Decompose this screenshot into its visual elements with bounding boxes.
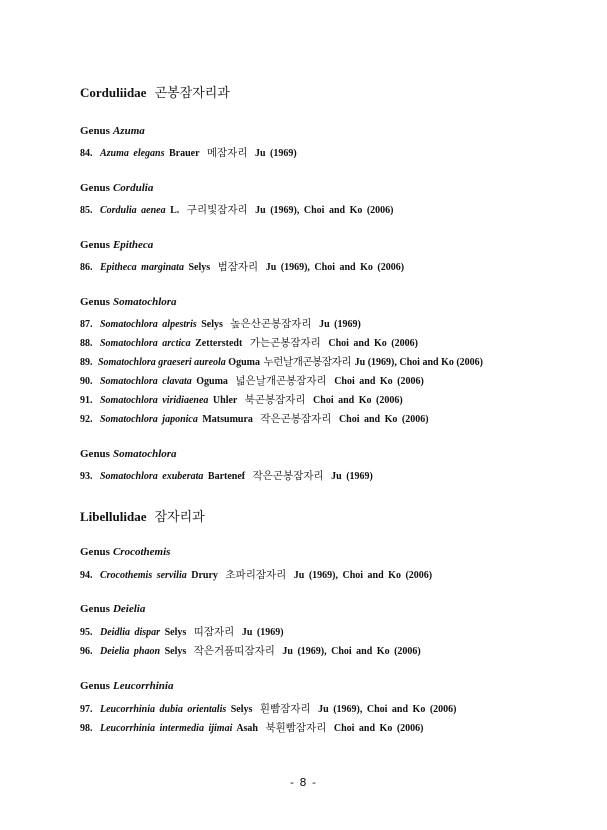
species-author: Selys bbox=[164, 646, 187, 657]
species-author: L. bbox=[170, 205, 180, 216]
species-number: 91. bbox=[80, 395, 93, 406]
species-entry bbox=[80, 567, 432, 582]
species-references: Choi and Ko (2006) bbox=[333, 723, 424, 734]
species-author: Drury bbox=[191, 570, 218, 581]
species-author: Bartenef bbox=[207, 471, 246, 482]
species-number: 97. bbox=[80, 704, 93, 715]
family-heading bbox=[80, 82, 230, 101]
species-author: Selys bbox=[201, 319, 223, 330]
species-references: Ju (1969), Choi and Ko (2006) bbox=[293, 570, 433, 581]
family-heading bbox=[80, 506, 205, 525]
genus-name: Somatochlora bbox=[112, 448, 177, 460]
species-references: Ju (1969), Choi and Ko (2006) bbox=[282, 646, 421, 657]
species-number: 94. bbox=[80, 570, 93, 581]
species-korean-name: 가는곤봉잠자리 bbox=[249, 337, 321, 349]
species-korean-name: 높은산곤봉잠자리 bbox=[230, 318, 312, 330]
species-korean-name: 북흰빰잠자리 bbox=[265, 722, 327, 734]
species-references: Ju (1969) bbox=[331, 471, 373, 482]
species-number: 89. bbox=[80, 357, 93, 368]
genus-name: Crocothemis bbox=[112, 546, 171, 558]
genus-heading bbox=[80, 546, 170, 558]
species-number: 84. bbox=[80, 148, 93, 159]
species-entry bbox=[80, 468, 373, 483]
species-references: Ju (1969), Choi and Ko (2006) bbox=[265, 262, 405, 273]
species-author: Uhler bbox=[212, 395, 238, 406]
species-scientific-name: Crocothemis servilia bbox=[100, 570, 187, 581]
species-references: Choi and Ko (2006) bbox=[338, 414, 429, 425]
species-author: Selys bbox=[230, 704, 253, 715]
species-number: 85. bbox=[80, 205, 93, 216]
genus-name: Somatochlora bbox=[112, 296, 177, 308]
species-korean-name: 흰빰잠자리 bbox=[259, 703, 311, 715]
species-number: 96. bbox=[80, 646, 93, 657]
page-number: - 8 - bbox=[290, 776, 317, 789]
species-korean-name: 작은곤봉잠자리 bbox=[260, 413, 332, 425]
species-korean-name: 구리빛잠자리 bbox=[186, 204, 248, 216]
species-references: Choi and Ko (2006) bbox=[313, 395, 403, 406]
species-entry bbox=[80, 335, 418, 350]
genus-label: Genus bbox=[80, 680, 110, 692]
species-scientific-name: Somatochlora alpestris bbox=[100, 319, 197, 330]
genus-label: Genus bbox=[80, 125, 110, 137]
species-number: 87. bbox=[80, 319, 93, 330]
species-korean-name: 띠잠자리 bbox=[193, 626, 235, 638]
species-scientific-name: Deielia phaon bbox=[100, 646, 161, 657]
species-references: Ju (1969), Choi and Ko (2006) bbox=[255, 205, 394, 216]
genus-label: Genus bbox=[80, 448, 110, 460]
species-author: Asah bbox=[236, 723, 258, 734]
genus-heading bbox=[80, 603, 145, 615]
species-entry bbox=[80, 701, 457, 716]
species-entry bbox=[80, 354, 483, 369]
family-korean-name: 곤봉잠자리과 bbox=[154, 86, 230, 101]
genus-name: Cordulia bbox=[112, 182, 154, 194]
genus-heading bbox=[80, 239, 153, 251]
species-korean-name: 메잠자리 bbox=[206, 147, 248, 159]
species-author: Oguma bbox=[196, 376, 228, 387]
species-entry bbox=[80, 720, 423, 735]
species-scientific-name: Somatochlora exuberata bbox=[100, 471, 204, 482]
genus-label: Genus bbox=[80, 603, 110, 615]
species-author: Selys bbox=[188, 262, 211, 273]
species-number: 90. bbox=[80, 376, 93, 387]
species-korean-name: 넓은날개곤봉잠자리 bbox=[235, 375, 327, 387]
species-korean-name: 누런날개곤봉잠자리 bbox=[263, 356, 352, 368]
species-author: Selys bbox=[164, 627, 187, 638]
genus-label: Genus bbox=[80, 182, 110, 194]
species-author: Brauer bbox=[169, 148, 200, 159]
species-author: Matsumura bbox=[202, 414, 253, 425]
species-entry bbox=[80, 316, 361, 331]
species-entry bbox=[80, 373, 424, 388]
genus-name: Epitheca bbox=[112, 239, 154, 251]
species-references: Ju (1969), Choi and Ko (2006) bbox=[318, 704, 457, 715]
genus-heading bbox=[80, 296, 177, 308]
species-entry bbox=[80, 259, 404, 274]
genus-name: Leucorrhinia bbox=[112, 680, 174, 692]
species-author: Oguma bbox=[228, 357, 260, 368]
species-number: 88. bbox=[80, 338, 93, 349]
species-references: Ju (1969), Choi and Ko (2006) bbox=[354, 357, 484, 368]
species-scientific-name: Azuma elegans bbox=[100, 148, 165, 159]
species-number: 93. bbox=[80, 471, 93, 482]
genus-heading bbox=[80, 125, 145, 137]
species-number: 98. bbox=[80, 723, 93, 734]
species-number: 95. bbox=[80, 627, 93, 638]
genus-heading bbox=[80, 448, 177, 460]
species-scientific-name: Cordulia aenea bbox=[100, 205, 166, 216]
species-entry bbox=[80, 202, 394, 217]
family-name: Libellulidae bbox=[80, 509, 147, 524]
species-scientific-name: Somatochlora arctica bbox=[100, 338, 191, 349]
species-entry bbox=[80, 392, 403, 407]
species-korean-name: 작은곤봉잠자리 bbox=[252, 470, 324, 482]
species-scientific-name: Somatochlora graeseri aureola bbox=[98, 357, 226, 368]
species-references: Choi and Ko (2006) bbox=[334, 376, 424, 387]
species-scientific-name: Somatochlora clavata bbox=[100, 376, 192, 387]
species-scientific-name: Somatochlora japonica bbox=[100, 414, 198, 425]
species-author: Zetterstedt bbox=[195, 338, 243, 349]
species-korean-name: 작은거품띠잠자리 bbox=[193, 645, 275, 657]
species-number: 86. bbox=[80, 262, 93, 273]
species-references: Ju (1969) bbox=[241, 627, 284, 638]
species-number: 92. bbox=[80, 414, 93, 425]
species-entry bbox=[80, 145, 297, 160]
genus-name: Deielia bbox=[112, 603, 146, 615]
species-korean-name: 북곤봉잠자리 bbox=[244, 394, 306, 406]
genus-name: Azuma bbox=[112, 125, 145, 137]
species-references: Choi and Ko (2006) bbox=[328, 338, 418, 349]
species-entry bbox=[80, 411, 429, 426]
species-scientific-name: Epitheca marginata bbox=[100, 262, 184, 273]
species-scientific-name: Somatochlora viridiaenea bbox=[100, 395, 209, 406]
family-korean-name: 잠자리과 bbox=[154, 510, 205, 525]
species-references: Ju (1969) bbox=[319, 319, 361, 330]
family-name: Corduliidae bbox=[80, 85, 147, 100]
genus-label: Genus bbox=[80, 296, 110, 308]
genus-heading bbox=[80, 680, 173, 692]
species-entry bbox=[80, 624, 284, 639]
species-scientific-name: Leucorrhinia dubia orientalis bbox=[100, 704, 227, 715]
genus-label: Genus bbox=[80, 239, 110, 251]
species-references: Ju (1969) bbox=[254, 148, 297, 159]
genus-heading bbox=[80, 182, 153, 194]
species-entry bbox=[80, 643, 421, 658]
species-korean-name: 범잠자리 bbox=[217, 261, 259, 273]
species-scientific-name: Deidlia dispar bbox=[100, 627, 161, 638]
genus-label: Genus bbox=[80, 546, 110, 558]
species-korean-name: 초파리잠자리 bbox=[225, 569, 287, 581]
species-scientific-name: Leucorrhinia intermedia ijimai bbox=[100, 723, 233, 734]
